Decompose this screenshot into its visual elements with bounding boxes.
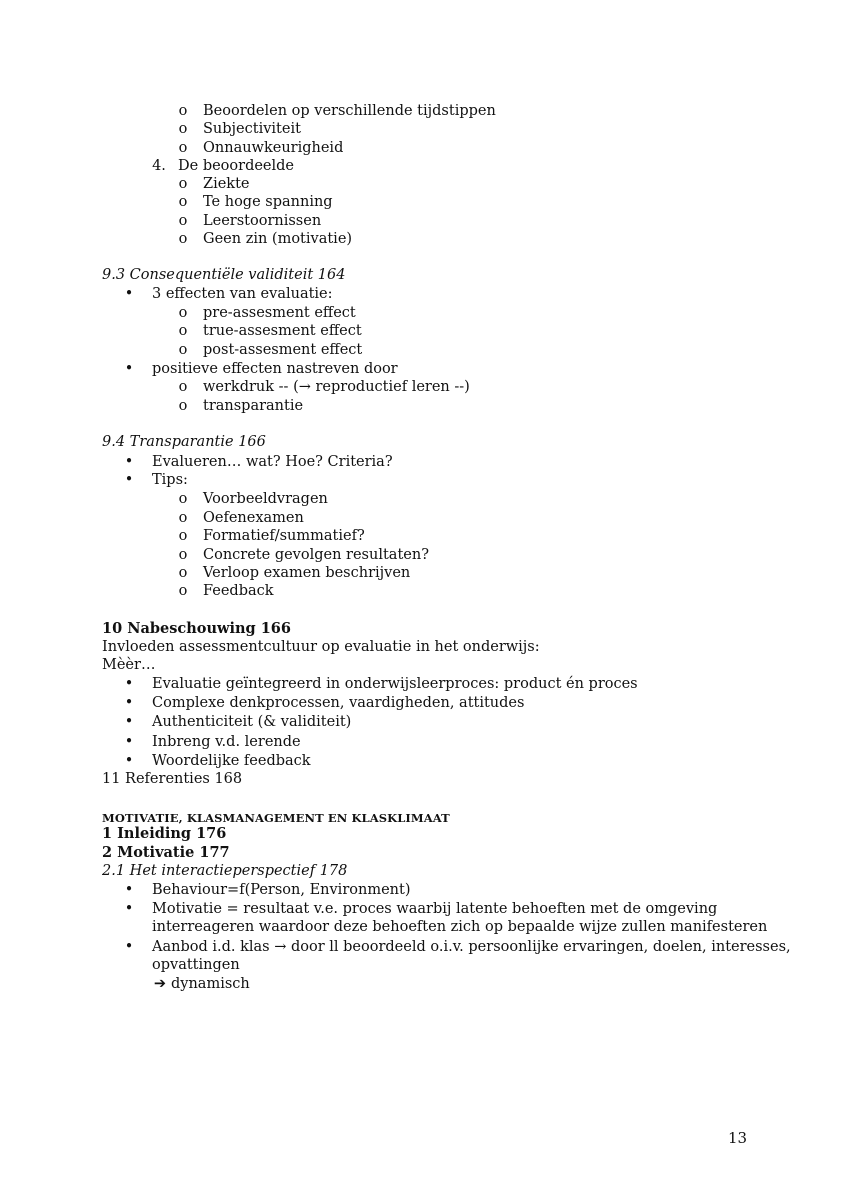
list-item-text: transparantie (203, 398, 304, 414)
list-item-text: Feedback (203, 583, 274, 599)
section-heading-text: 9.4 Transparantie 166 (102, 434, 266, 450)
list-item-text: Evaluatie geïntegreerd in onderwijsleerproces: product én proces (152, 676, 638, 692)
bullet-marker: • (124, 734, 134, 750)
list-item-text: Leerstoornissen (203, 213, 322, 229)
list-item-text: Authenticiteit (& validiteit) (152, 714, 352, 730)
circle-marker: o (178, 103, 188, 119)
list-item-text: Behaviour=f(Person, Environment) (152, 882, 411, 898)
chapter-heading-text: 10 Nabeschouwing 166 (102, 620, 291, 637)
arrow-right-icon: ➔ (153, 976, 167, 992)
list-item-text: Subjectiviteit (203, 121, 301, 137)
list-item-text: Aanbod i.d. klas → door ll beoordeeld o.i.v. persoonlijke ervaringen, doelen, interesses, (152, 939, 791, 955)
list-item-text: Ziekte (203, 176, 250, 192)
bullet-marker: • (124, 286, 134, 302)
list-item-text: Concrete gevolgen resultaten? (203, 547, 429, 563)
list-item-text: Onnauwkeurigheid (203, 140, 344, 156)
circle-marker: o (178, 140, 188, 156)
circle-marker: o (178, 342, 188, 358)
bullet-marker: • (124, 472, 134, 488)
chapter-heading-text: 1 Inleiding 176 (102, 825, 227, 842)
bullet-marker: • (124, 714, 134, 730)
circle-marker: o (178, 305, 188, 321)
circle-marker: o (178, 583, 188, 599)
circle-marker: o (178, 121, 188, 137)
list-item-text: Beoordelen op verschillende tijdstippen (203, 103, 496, 119)
list-item-text: 3 effecten van evaluatie: (152, 286, 333, 302)
list-item-text: Complexe denkprocessen, vaardigheden, attitudes (152, 695, 525, 711)
list-item-text: Woordelijke feedback (152, 753, 311, 769)
bullet-marker: • (124, 753, 134, 769)
paragraph-text: Invloeden assessmentcultuur op evaluatie in het onderwijs: (102, 639, 540, 655)
list-item-text: post-assesment effect (203, 342, 363, 358)
circle-marker: o (178, 547, 188, 563)
bullet-marker: • (124, 676, 134, 692)
list-item-text: Evalueren… wat? Hoe? Criteria? (152, 454, 393, 470)
list-item-text: pre-assesment effect (203, 305, 356, 321)
list-item-text: interreageren waardoor deze behoeften zich op bepaalde wijze zullen manifesteren (152, 919, 768, 935)
list-item-text: dynamisch (171, 976, 250, 992)
list-item-text: Motivatie = resultaat v.e. proces waarbij latente behoeften met de omgeving (152, 901, 718, 917)
list-item-text: Verloop examen beschrijven (203, 565, 411, 581)
circle-marker: o (178, 379, 188, 395)
list-item-text: opvattingen (152, 957, 240, 973)
section-heading-text: 2.1 Het interactieperspectief 178 (102, 863, 348, 879)
circle-marker: o (178, 323, 188, 339)
section-heading-text: 9.3 Consequentiële validiteit 164 (102, 267, 346, 283)
bullet-marker: • (124, 695, 134, 711)
part-title-text: MOTIVATIE, KLASMANAGEMENT EN KLASKLIMAAT (102, 811, 450, 825)
bullet-marker: • (124, 901, 134, 917)
list-item-text: Geen zin (motivatie) (203, 231, 353, 247)
list-item-text: true-assesment effect (203, 323, 362, 339)
bullet-marker: • (124, 882, 134, 898)
list-item-text: Oefenexamen (203, 510, 304, 526)
page-number: 13 (728, 1129, 748, 1147)
circle-marker: o (178, 194, 188, 210)
circle-marker: o (178, 176, 188, 192)
circle-marker: o (178, 510, 188, 526)
number-marker: 4. (152, 158, 166, 174)
circle-marker: o (178, 231, 188, 247)
circle-marker: o (178, 398, 188, 414)
list-item-text: Tips: (152, 472, 188, 488)
list-item-text: positieve effecten nastreven door (152, 361, 398, 377)
list-item-text: Voorbeeldvragen (203, 491, 328, 507)
circle-marker: o (178, 565, 188, 581)
list-item-text: werkdruk -- (→ reproductief leren --) (203, 379, 470, 395)
circle-marker: o (178, 528, 188, 544)
bullet-marker: • (124, 361, 134, 377)
paragraph-text: 11 Referenties 168 (102, 771, 243, 787)
list-item-text: Te hoge spanning (203, 194, 333, 210)
paragraph-text: Mèèr… (102, 657, 156, 673)
list-item-text: Inbreng v.d. lerende (152, 734, 301, 750)
chapter-heading-text: 2 Motivatie 177 (102, 844, 230, 861)
bullet-marker: • (124, 939, 134, 955)
circle-marker: o (178, 213, 188, 229)
bullet-marker: • (124, 454, 134, 470)
list-item-text: Formatief/summatief? (203, 528, 365, 544)
circle-marker: o (178, 491, 188, 507)
list-item-text: De beoordeelde (178, 158, 295, 174)
